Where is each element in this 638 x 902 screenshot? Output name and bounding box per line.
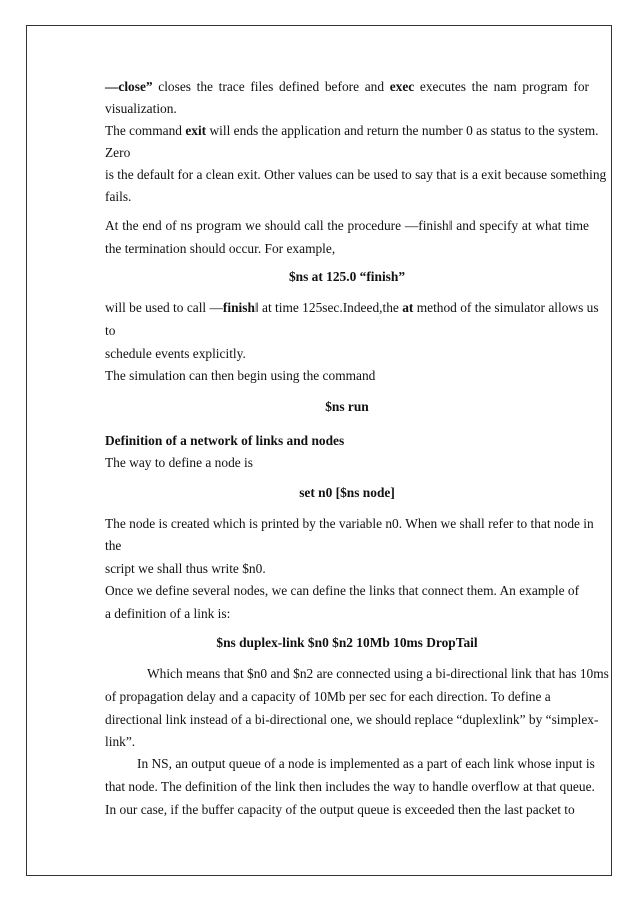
text-line: to <box>105 323 116 338</box>
heading-text: Definition of a network of links and nodes <box>105 433 345 448</box>
code-line <box>105 635 589 651</box>
text-line: In NS, an output queue of a node is implemented as a part of each link whose input is <box>137 756 595 771</box>
text-line: a definition of a link is: <box>105 606 231 621</box>
code-line <box>105 485 589 501</box>
code-text: $ns duplex-link $n0 $n2 10Mb 10ms DropTail <box>216 635 478 650</box>
code-text: $ns at 125.0 “finish” <box>288 269 406 284</box>
text-line: The simulation can then begin using the command <box>105 368 376 383</box>
text-line: fails. <box>105 189 132 204</box>
text-span: closes the trace files defined before and <box>152 79 390 94</box>
text-line: Which means that $n0 and $n2 are connected using a bi-directional link that has 10ms <box>147 666 609 681</box>
text-line: is the default for a clean exit. Other values can be used to say that is a exit because something <box>105 167 607 182</box>
text-span: The command <box>105 123 186 138</box>
text-line: script we shall thus write $n0. <box>105 561 266 576</box>
text-line: of propagation delay and a capacity of 10Mb per sec for each direction. To define a <box>105 689 551 704</box>
text-line: visualization. <box>105 101 177 116</box>
text-line: that node. The definition of the link then includes the way to handle overflow at that queue. <box>105 779 595 794</box>
text-line <box>105 123 599 139</box>
text-line: the <box>105 538 122 553</box>
text-span: executes the nam program for <box>414 79 589 94</box>
text-line: the termination should occur. For example, <box>105 241 336 256</box>
code-line <box>105 399 589 415</box>
text-span: ‖ at time 125sec.Indeed,the <box>254 300 403 315</box>
text-line: In our case, if the buffer capacity of the output queue is exceeded then the last packet to <box>105 802 575 817</box>
text-line: Zero <box>105 145 131 160</box>
text-bold: finish <box>222 300 255 315</box>
text-line: The way to define a node is <box>105 455 253 470</box>
text-bold: ―close” <box>105 79 153 94</box>
text-line <box>105 300 599 316</box>
code-text: $ns run <box>325 399 369 414</box>
text-line: At the end of ns program we should call the procedure ―finish‖ and specify at what time <box>105 218 589 233</box>
text-line <box>105 79 589 95</box>
text-line: The node is created which is printed by the variable n0. When we shall refer to that node in <box>105 516 594 531</box>
text-line: directional link instead of a bi-directional one, we should replace “duplexlink” by “simplex- <box>105 712 599 727</box>
section-heading <box>105 433 589 449</box>
text-line: Once we define several nodes, we can define the links that connect them. An example of <box>105 583 580 598</box>
text-bold: at <box>402 300 414 315</box>
text-span: will be used to call ― <box>105 300 223 315</box>
text-bold: exec <box>389 79 415 94</box>
text-line: schedule events explicitly. <box>105 346 246 361</box>
code-text: set n0 [$ns node] <box>299 485 395 500</box>
text-line: link”. <box>105 734 136 749</box>
text-span: will ends the application and return the number 0 as status to the system. <box>206 123 599 138</box>
text-bold: exit <box>185 123 207 138</box>
document-page <box>26 25 612 876</box>
text-span: method of the simulator allows us <box>413 300 599 315</box>
code-line <box>105 269 589 285</box>
